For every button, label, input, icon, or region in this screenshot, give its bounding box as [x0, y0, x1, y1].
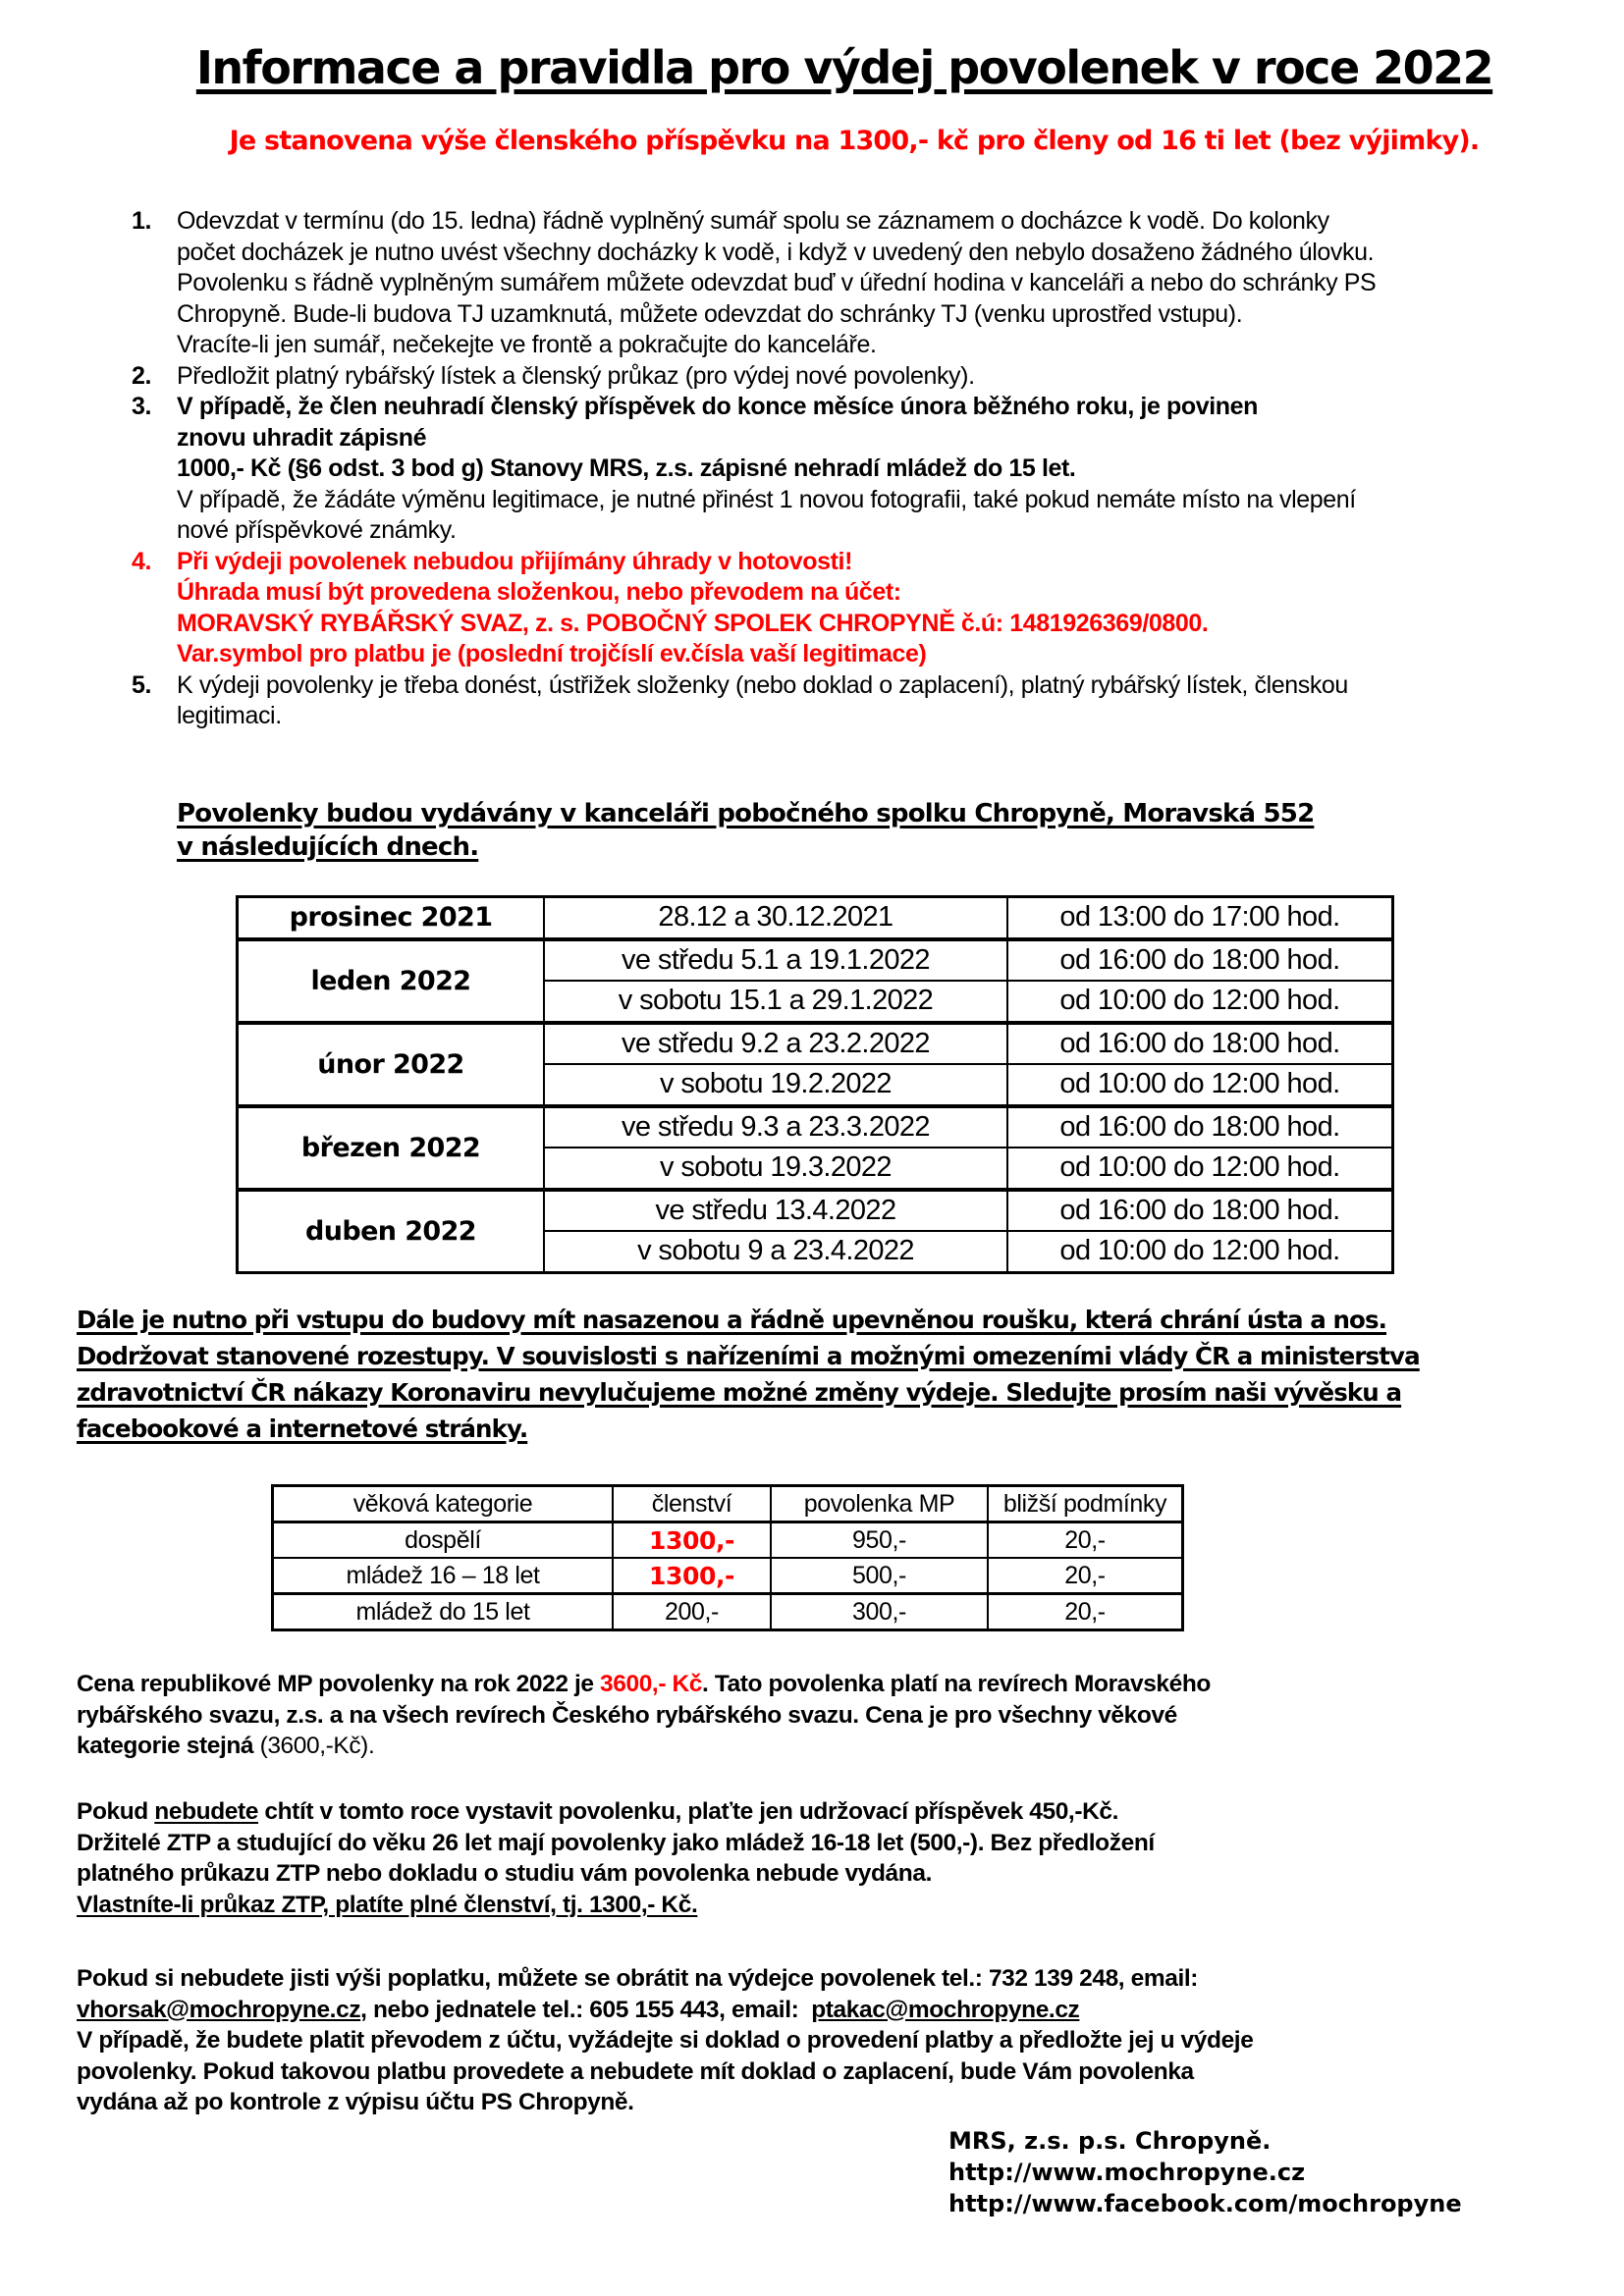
column-header: věková kategorie	[273, 1486, 614, 1522]
mp-text: . Tato povolenka platí na revírech Moravského	[702, 1671, 1212, 1697]
rules-list	[126, 206, 1569, 732]
column-header: bližší podmínky	[988, 1486, 1183, 1522]
email-link-vhorsak[interactable]: vhorsak@mochropyne.cz	[77, 1996, 361, 2023]
rule-text: Předložit platný rybářský lístek a členský průkaz (pro výdej nové povolenky).	[177, 361, 975, 390]
notice-line: facebookové a internetové stránky.	[77, 1415, 528, 1443]
membership-cell: 1300,-	[613, 1558, 771, 1594]
rule-number: 2.	[132, 361, 152, 390]
month-cell: únor 2022	[238, 1023, 545, 1106]
category-cell: dospělí	[273, 1522, 614, 1559]
conditions-cell: 20,-	[988, 1594, 1183, 1630]
month-cell: prosinec 2021	[238, 897, 545, 939]
maintenance-text: chtít v tomto roce vystavit povolenku, plaťte jen udržovací příspěvek 450,-Kč.	[257, 1798, 1119, 1825]
contact-paragraph	[77, 1963, 1589, 2118]
column-header: povolenka MP	[771, 1486, 988, 1522]
table-row	[238, 1106, 1393, 1148]
variable-symbol-info: Var.symbol pro platbu je (poslední trojčíslí ev.čísla vaší legitimace)	[177, 640, 927, 667]
category-cell: mládež do 15 let	[273, 1594, 614, 1630]
notice-line: Dodržovat stanovené rozestupy. V souvislosti s nařízeními a možnými omezeními vlády ČR a ministerstva	[77, 1342, 1420, 1370]
rule-number: 4.	[132, 547, 152, 575]
contact-text: , nebo jednatele tel.: 605 155 443, email:	[360, 1996, 812, 2023]
membership-cell: 1300,-	[613, 1522, 771, 1559]
month-cell: leden 2022	[238, 939, 545, 1023]
schedule-heading-line: Povolenky budou vydávány v kanceláři pobočného spolku Chropyně, Moravská 552	[177, 799, 1315, 828]
contact-text: povolenky. Pokud takovou platbu provedete a nebudete mít doklad o zaplacení, bude Vám povolenka	[77, 2057, 1194, 2085]
rule-text: počet docházek je nutno uvést všechny docházky k vodě, i když v uvedený den nebylo dosaženo žádného úlovku.	[177, 238, 1375, 266]
rule-text: V případě, že žádáte výměnu legitimace, je nutné přinést 1 novou fotografii, také pokud nemáte místo na vlepení	[177, 485, 1356, 513]
time-cell: od 10:00 do 12:00 hod.	[1007, 981, 1393, 1023]
category-cell: mládež 16 – 18 let	[273, 1558, 614, 1594]
page-title: Informace a pravidla pro výdej povolenek v roce 2022	[195, 41, 1493, 94]
table-row	[273, 1522, 1183, 1559]
column-header: členství	[613, 1486, 771, 1522]
table-header-row	[273, 1486, 1183, 1522]
permit-cell: 950,-	[771, 1522, 988, 1559]
rule-item-1	[126, 206, 1569, 361]
permit-cell: 300,-	[771, 1594, 988, 1630]
mp-text: Cena republikové MP povolenky na rok 2022 je	[77, 1671, 601, 1697]
rule-item-3	[126, 392, 1569, 547]
time-cell: od 16:00 do 18:00 hod.	[1007, 1106, 1393, 1148]
dates-cell: v sobotu 9 a 23.4.2022	[544, 1231, 1007, 1272]
dates-cell: v sobotu 15.1 a 29.1.2022	[544, 981, 1007, 1023]
price-table	[271, 1484, 1184, 1631]
table-row	[238, 1190, 1393, 1232]
dates-cell: 28.12 a 30.12.2021	[544, 897, 1007, 939]
table-row	[238, 897, 1393, 939]
dates-cell: v sobotu 19.3.2022	[544, 1148, 1007, 1190]
time-cell: od 10:00 do 12:00 hod.	[1007, 1231, 1393, 1272]
contact-text: V případě, že budete platit převodem z účtu, vyžádejte si doklad o provedení platby a předložte jej u výdeje	[77, 2027, 1254, 2054]
dates-cell: v sobotu 19.2.2022	[544, 1064, 1007, 1106]
time-cell: od 16:00 do 18:00 hod.	[1007, 1023, 1393, 1065]
notice-line: zdravotnictví ČR nákazy Koronaviru nevylučujeme možné změny výdeje. Sledujte prosím naši vývěsku a	[77, 1378, 1402, 1407]
rule-text-bold: 1000,- Kč (§6 odst. 3 bod g) Stanovy MRS, z.s. zápisné nehradí mládež do 15 let.	[177, 454, 1076, 482]
membership-cell: 200,-	[613, 1594, 771, 1630]
table-row	[273, 1594, 1183, 1630]
conditions-cell: 20,-	[988, 1558, 1183, 1594]
bank-account-info: MORAVSKÝ RYBÁŘSKÝ SVAZ, z. s. POBOČNÝ SPOLEK CHROPYNĚ č.ú: 1481926369/0800.	[177, 609, 1209, 637]
permit-cell: 500,-	[771, 1558, 988, 1594]
mp-text: kategorie stejná	[77, 1733, 260, 1759]
membership-fee-subtitle: Je stanovena výše členského příspěvku na 1300,- kč pro členy od 16 ti let (bez výjimky).	[229, 126, 1480, 156]
mp-permit-paragraph	[77, 1669, 1589, 1762]
rule-text-warning: Při výdeji povolenek nebudou přijímány úhrady v hotovosti!	[177, 547, 853, 575]
rule-text: Chropyně. Bude-li budova TJ uzamknutá, můžete odevzdat do schránky TJ (venku uprostřed vstupu).	[177, 299, 1243, 328]
conditions-cell: 20,-	[988, 1522, 1183, 1559]
ztp-text: platného průkazu ZTP nebo dokladu o studiu vám povolenka nebude vydána.	[77, 1860, 932, 1887]
ztp-full-fee-note: Vlastníte-li průkaz ZTP, platíte plné členství, tj. 1300,- Kč.	[77, 1891, 698, 1918]
table-row	[238, 1023, 1393, 1065]
rule-text: Vracíte-li jen sumář, nečekejte ve frontě a pokračujte do kanceláře.	[177, 331, 877, 358]
organization-name: MRS, z.s. p.s. Chropyně.	[948, 2127, 1272, 2155]
schedule-table	[236, 895, 1394, 1274]
time-cell: od 16:00 do 18:00 hod.	[1007, 1190, 1393, 1232]
rule-text: Odevzdat v termínu (do 15. ledna) řádně vyplněný sumář spolu se záznamem o docházce k vodě. Do kolonky	[177, 207, 1329, 235]
time-cell: od 16:00 do 18:00 hod.	[1007, 939, 1393, 982]
contact-text: vydána až po kontrole z výpisu účtu PS Chropyně.	[77, 2089, 634, 2115]
rule-item-5	[126, 670, 1569, 732]
maintenance-emphasis: nebudete	[154, 1798, 258, 1825]
rule-number: 5.	[132, 670, 152, 699]
rule-number: 3.	[132, 393, 152, 420]
rule-text-bold: znovu uhradit zápisné	[177, 423, 427, 452]
mp-price-note: (3600,-Kč).	[259, 1733, 375, 1759]
maintenance-text: Pokud	[77, 1798, 155, 1825]
website-url[interactable]: http://www.mochropyne.cz	[948, 2159, 1306, 2186]
dates-cell: ve středu 13.4.2022	[544, 1190, 1007, 1232]
rule-text-warning: Úhrada musí být provedena složenkou, nebo převodem na účet:	[177, 578, 901, 606]
rule-text: legitimaci.	[177, 702, 282, 729]
schedule-heading-line: v následujících dnech.	[177, 832, 479, 862]
contact-text: Pokud si nebudete jisti výši poplatku, můžete se obrátit na výdejce povolenek tel.: 732 139 248, email:	[77, 1965, 1199, 1992]
mp-text: rybářského svazu, z.s. a na všech revírech Českého rybářského svazu. Cena je pro všechny věkové	[77, 1701, 1177, 1729]
month-cell: duben 2022	[238, 1190, 545, 1273]
rule-text: K výdeji povolenky je třeba donést, ústřižek složenky (nebo doklad o zaplacení), platný rybářský lístek, členskou	[177, 670, 1348, 699]
dates-cell: ve středu 9.3 a 23.3.2022	[544, 1106, 1007, 1148]
table-row	[273, 1558, 1183, 1594]
time-cell: od 10:00 do 12:00 hod.	[1007, 1064, 1393, 1106]
notice-line: Dále je nutno při vstupu do budovy mít nasazenou a řádně upevněnou roušku, která chrání ústa a nos.	[77, 1306, 1387, 1334]
rule-text: Povolenku s řádně vyplněným sumářem můžete odevzdat buď v úřední hodina v kanceláři a nebo do schránky PS	[177, 269, 1377, 296]
email-link-ptakac[interactable]: ptakac@mochropyne.cz	[811, 1996, 1080, 2023]
mp-price: 3600,- Kč	[600, 1671, 703, 1697]
dates-cell: ve středu 5.1 a 19.1.2022	[544, 939, 1007, 982]
ztp-text: Držitelé ZTP a studující do věku 26 let mají povolenky jako mládež 16-18 let (500,-). Bez předložení	[77, 1829, 1155, 1856]
rule-item-4	[126, 547, 1569, 670]
rule-text-bold: V případě, že člen neuhradí členský příspěvek do konce měsíce února běžného roku, je povinen	[177, 393, 1259, 420]
dates-cell: ve středu 9.2 a 23.2.2022	[544, 1023, 1007, 1065]
schedule-heading	[177, 797, 1314, 864]
covid-notice	[77, 1302, 1549, 1447]
rule-text: nové příspěvkové známky.	[177, 516, 457, 544]
time-cell: od 13:00 do 17:00 hod.	[1007, 897, 1393, 939]
time-cell: od 10:00 do 12:00 hod.	[1007, 1148, 1393, 1190]
month-cell: březen 2022	[238, 1106, 545, 1190]
table-row	[238, 939, 1393, 982]
facebook-url[interactable]: http://www.facebook.com/mochropyne	[948, 2190, 1462, 2217]
signature-block	[948, 2125, 1462, 2219]
rule-number: 1.	[132, 207, 152, 235]
rule-item-2	[126, 361, 1569, 393]
maintenance-fee-paragraph	[77, 1796, 1589, 1920]
